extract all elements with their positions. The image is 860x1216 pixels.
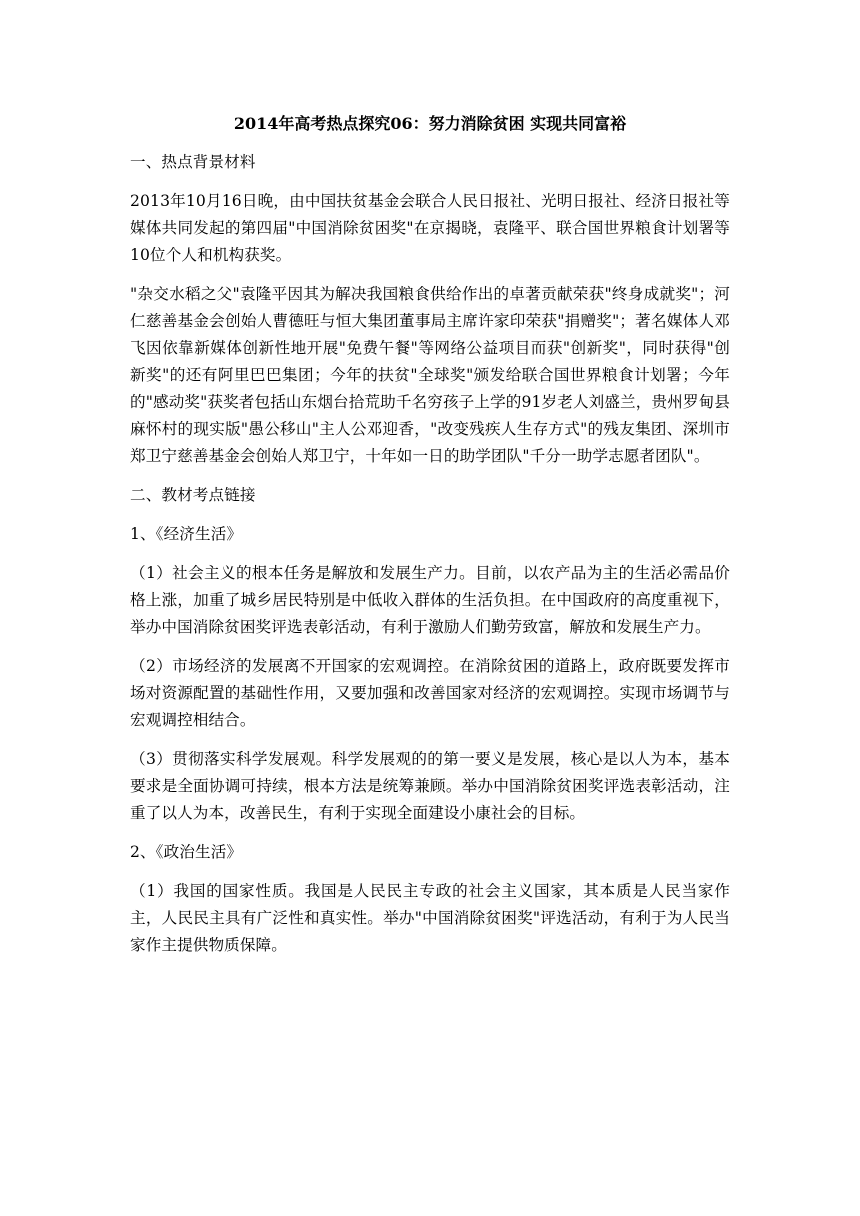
subheading-economic-life: 1、《经济生活》	[130, 525, 243, 543]
paragraph-event-announcement: 2013年10月16日晚，由中国扶贫基金会联合人民日报社、光明日报社、经济日报社等媒体共同发起的第四届"中国消除贫困奖"在京揭晓，袁隆平、联合国世界粮食计划署等10位个人和机构获奖。	[130, 192, 730, 264]
section-heading-background: 一、热点背景材料	[130, 153, 256, 171]
paragraph-economic-point-1: （1）社会主义的根本任务是解放和发展生产力。目前，以农产品为主的生活必需品价格上涨，加重了城乡居民特别是中低收入群体的生活负担。在中国政府的高度重视下，举办中国消除贫困奖评选表彰活动，有利于激励人们勤劳致富，解放和发展生产力。	[130, 564, 730, 636]
paragraph-political-point-1: （1）我国的国家性质。我国是人民民主专政的社会主义国家，其本质是人民当家作主，人民民主具有广泛性和真实性。举办"中国消除贫困奖"评选活动，有利于为人民当家作主提供物质保障。	[130, 882, 730, 954]
paragraph-award-winners: "杂交水稻之父"袁隆平因其为解决我国粮食供给作出的卓著贡献荣获"终身成就奖"；河仁慈善基金会创始人曹德旺与恒大集团董事局主席许家印荣获"捐赠奖"；著名媒体人邓飞因依靠新媒体创新性地开展"免费午餐"等网络公益项目而获"创新奖"，同时获得"创新奖"的还有阿里巴巴集团；今年的扶贫"全球奖"颁发给联合国世界粮食计划署；今年的"感动奖"获奖者包括山东烟台拾荒助千名穷孩子上学的91岁老人刘盛兰，贵州罗甸县麻怀村的现实版"愚公移山"主人公邓迎香，"改变残疾人生存方式"的残友集团、深圳市郑卫宁慈善基金会创始人郑卫宁，十年如一日的助学团队"千分一助学志愿者团队"。	[130, 285, 730, 465]
paragraph-economic-point-3: （3）贯彻落实科学发展观。科学发展观的的第一要义是发展，核心是以人为本，基本要求是全面协调可持续，根本方法是统筹兼顾。举办中国消除贫困奖评选表彰活动，注重了以人为本，改善民生，有利于实现全面建设小康社会的目标。	[130, 750, 730, 822]
section-heading-textbook-links: 二、教材考点链接	[130, 486, 256, 504]
document-title: 2014年高考热点探究06：努力消除贫困 实现共同富裕	[233, 114, 627, 133]
paragraph-economic-point-2: （2）市场经济的发展离不开国家的宏观调控。在消除贫困的道路上，政府既要发挥市场对资源配置的基础性作用，又要加强和改善国家对经济的宏观调控。实现市场调节与宏观调控相结合。	[130, 657, 730, 729]
subheading-political-life: 2、《政治生活》	[130, 843, 243, 861]
